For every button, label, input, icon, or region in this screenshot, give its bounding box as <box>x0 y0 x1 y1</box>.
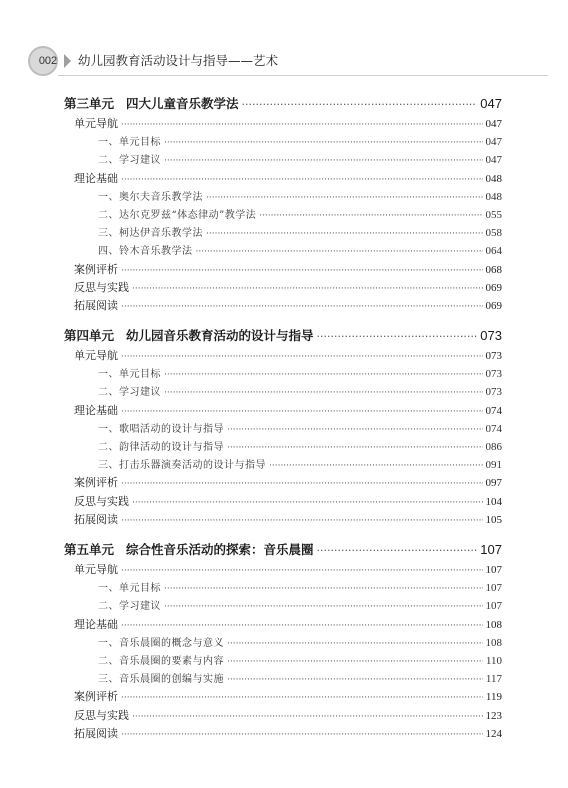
entry-page-number: 073 <box>485 350 502 362</box>
header-divider <box>58 75 548 76</box>
unit-title: 四大儿童音乐教学法 <box>126 96 239 111</box>
toc-subsection-entry[interactable] <box>64 670 502 688</box>
toc-section-entry[interactable] <box>64 493 502 511</box>
entry-label: 反思与实践 <box>74 708 129 722</box>
entry-label: 案例评析 <box>74 690 118 704</box>
entry-label: 理论基础 <box>74 617 118 631</box>
dot-leader <box>121 475 483 493</box>
entry-page-number: 068 <box>485 263 502 276</box>
toc-subsection-entry[interactable] <box>64 242 502 260</box>
entry-label: 二、音乐晨圈的要素与内容 <box>98 655 224 667</box>
entry-page-number: 074 <box>485 404 502 417</box>
dot-leader <box>164 152 483 170</box>
toc-subsection-entry[interactable] <box>64 597 502 615</box>
toc-unit-5 <box>64 539 502 743</box>
entry-page-number: 110 <box>485 654 502 667</box>
dot-leader <box>242 94 478 116</box>
dot-leader <box>121 689 483 707</box>
entry-page-number: 107 <box>485 582 502 595</box>
unit-heading[interactable] <box>64 539 502 561</box>
entry-label: 二、学习建议 <box>98 601 161 613</box>
dot-leader <box>121 512 483 530</box>
dot-leader <box>132 494 483 512</box>
dot-leader <box>196 243 483 261</box>
entry-page-number: 086 <box>485 440 502 453</box>
toc-section-entry[interactable] <box>64 561 502 579</box>
entry-label: 拓展阅读 <box>74 726 118 740</box>
entry-page-number: 073 <box>485 386 502 399</box>
entry-label: 三、打击乐器演奏活动的设计与指导 <box>98 460 266 472</box>
toc-unit-4 <box>64 325 502 529</box>
unit-page-number: 107 <box>480 542 502 557</box>
unit-page-number: 073 <box>480 328 502 343</box>
dot-leader <box>206 225 483 243</box>
entry-page-number: 097 <box>485 477 502 490</box>
entry-label: 一、歌唱活动的设计与指导 <box>98 423 224 435</box>
dot-leader <box>164 580 483 598</box>
dot-leader <box>121 562 483 580</box>
dot-leader <box>227 635 483 653</box>
toc-section-entry[interactable] <box>64 474 502 492</box>
chevron-right-icon <box>64 54 71 68</box>
dot-leader <box>121 403 483 421</box>
entry-page-number: 108 <box>485 636 502 649</box>
toc-section-entry[interactable] <box>64 616 502 634</box>
entry-page-number: 048 <box>485 172 502 185</box>
entry-page-number: 047 <box>485 118 502 130</box>
entry-label: 二、学习建议 <box>98 387 161 399</box>
entry-page-number: 047 <box>485 136 502 149</box>
toc-subsection-entry[interactable] <box>64 456 502 474</box>
toc-subsection-entry[interactable] <box>64 438 502 456</box>
toc-subsection-entry[interactable] <box>64 420 502 438</box>
toc-section-entry[interactable] <box>64 725 502 743</box>
toc-subsection-entry[interactable] <box>64 206 502 224</box>
toc-subsection-entry[interactable] <box>64 151 502 169</box>
dot-leader <box>121 298 483 316</box>
entry-label: 单元导航 <box>74 349 118 362</box>
dot-leader <box>227 439 483 457</box>
dot-leader <box>121 171 483 189</box>
dot-leader <box>317 326 478 348</box>
unit-number: 第五单元 <box>64 542 115 557</box>
toc-section-entry[interactable] <box>64 511 502 529</box>
toc-section-entry[interactable] <box>64 402 502 420</box>
entry-label: 三、音乐晨圈的创编与实施 <box>98 674 224 686</box>
toc-subsection-entry[interactable] <box>64 634 502 652</box>
entry-page-number: 091 <box>485 459 502 472</box>
entry-page-number: 105 <box>485 513 502 526</box>
toc-section-entry[interactable] <box>64 279 502 297</box>
toc-subsection-entry[interactable] <box>64 365 502 383</box>
dot-leader <box>121 348 483 366</box>
dot-leader <box>227 671 483 689</box>
toc-section-entry[interactable] <box>64 688 502 706</box>
entry-page-number: 073 <box>485 368 502 381</box>
entry-label: 一、音乐晨圈的概念与意义 <box>98 637 224 649</box>
dot-leader <box>164 134 483 152</box>
toc-subsection-entry[interactable] <box>64 133 502 151</box>
unit-heading-label <box>64 325 314 347</box>
unit-heading[interactable] <box>64 93 502 115</box>
toc-section-entry[interactable] <box>64 707 502 725</box>
unit-heading[interactable] <box>64 325 502 347</box>
entry-label: 拓展阅读 <box>74 298 118 312</box>
dot-leader <box>121 617 483 635</box>
unit-heading-label <box>64 93 239 115</box>
toc-section-entry[interactable] <box>64 347 502 365</box>
toc-subsection-entry[interactable] <box>64 383 502 401</box>
dot-leader <box>259 207 482 225</box>
entry-label: 理论基础 <box>74 403 118 417</box>
entry-label: 案例评析 <box>74 476 118 490</box>
unit-number: 第四单元 <box>64 328 115 343</box>
entry-page-number: 055 <box>485 208 502 221</box>
book-title: 幼儿园教育活动设计与指导——艺术 <box>78 53 279 68</box>
unit-page-number: 047 <box>480 96 502 111</box>
toc-subsection-entry[interactable] <box>64 188 502 206</box>
entry-label: 反思与实践 <box>74 494 129 508</box>
dot-leader <box>317 540 478 562</box>
entry-label: 二、学习建议 <box>98 155 161 167</box>
dot-leader <box>164 366 483 384</box>
dot-leader <box>227 653 483 671</box>
entry-label: 反思与实践 <box>74 280 129 294</box>
entry-page-number: 104 <box>485 495 502 508</box>
dot-leader <box>269 457 483 475</box>
entry-label: 单元导航 <box>74 117 118 130</box>
entry-label: 拓展阅读 <box>74 512 118 526</box>
entry-page-number: 117 <box>485 673 502 686</box>
toc-unit-3 <box>64 93 502 315</box>
entry-page-number: 047 <box>485 154 502 167</box>
dot-leader <box>132 708 483 726</box>
entry-label: 案例评析 <box>74 262 118 276</box>
toc-subsection-entry[interactable] <box>64 224 502 242</box>
entry-label: 一、奥尔夫音乐教学法 <box>98 191 203 203</box>
unit-title: 综合性音乐活动的探索：音乐晨圈 <box>126 542 314 557</box>
dot-leader <box>164 598 483 616</box>
entry-page-number: 048 <box>485 190 502 203</box>
entry-page-number: 069 <box>485 299 502 312</box>
page-number: 002 <box>38 55 58 67</box>
entry-page-number: 119 <box>485 691 502 704</box>
unit-number: 第三单元 <box>64 96 115 111</box>
entry-page-number: 124 <box>485 727 502 740</box>
entry-page-number: 069 <box>485 281 502 294</box>
dot-leader <box>121 262 483 280</box>
entry-label: 一、单元目标 <box>98 137 161 149</box>
entry-page-number: 064 <box>485 245 502 258</box>
entry-page-number: 107 <box>485 600 502 613</box>
entry-page-number: 107 <box>485 564 502 576</box>
dot-leader <box>132 280 483 298</box>
toc-section-entry[interactable] <box>64 261 502 279</box>
entry-label: 四、铃木音乐教学法 <box>98 246 193 258</box>
toc-section-entry[interactable] <box>64 297 502 315</box>
running-header <box>28 46 548 76</box>
entry-page-number: 058 <box>485 227 502 240</box>
toc-section-entry[interactable] <box>64 170 502 188</box>
unit-title: 幼儿园音乐教育活动的设计与指导 <box>126 328 314 343</box>
entry-label: 单元导航 <box>74 563 118 576</box>
entry-page-number: 108 <box>485 618 502 631</box>
entry-label: 二、达尔克罗兹“体态律动”教学法 <box>98 209 257 221</box>
entry-label: 一、单元目标 <box>98 369 161 381</box>
toc-section-entry[interactable] <box>64 115 502 133</box>
entry-page-number: 123 <box>485 709 502 722</box>
entry-page-number: 074 <box>485 422 502 435</box>
entry-label: 一、单元目标 <box>98 583 161 595</box>
dot-leader <box>121 116 483 134</box>
entry-label: 二、韵律活动的设计与指导 <box>98 441 224 453</box>
toc-subsection-entry[interactable] <box>64 652 502 670</box>
entry-label: 三、柯达伊音乐教学法 <box>98 228 203 240</box>
dot-leader <box>206 189 483 207</box>
dot-leader <box>164 384 483 402</box>
dot-leader <box>227 421 483 439</box>
unit-heading-label <box>64 539 314 561</box>
dot-leader <box>121 726 483 744</box>
entry-label: 理论基础 <box>74 171 118 185</box>
toc-subsection-entry[interactable] <box>64 579 502 597</box>
